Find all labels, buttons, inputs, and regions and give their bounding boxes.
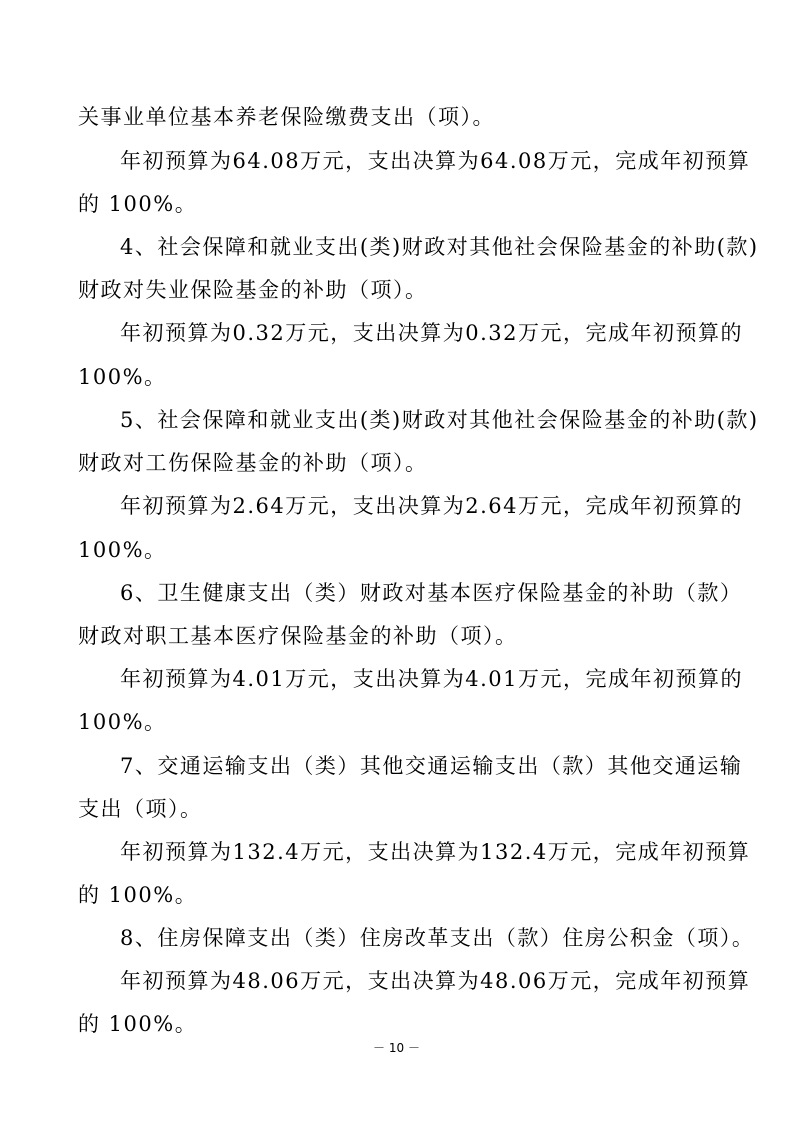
text-line: 7、交通运输支出（类）其他交通运输支出（款）其他交通运输 [120,754,743,778]
text-line: 100%。 [78,365,167,389]
text-line: 8、住房保障支出（类）住房改革支出（款）住房公积金（项）。 [120,926,755,950]
text-line: 关事业单位基本养老保险缴费支出（项）。 [78,105,495,129]
text-line: 6、卫生健康支出（类）财政对基本医疗保险基金的补助（款） [120,581,743,605]
text-line: 100%。 [78,538,167,562]
text-line: 年初预算为4.01万元，支出决算为4.01万元，完成年初预算的 [120,667,744,691]
text-line: 4、社会保障和就业支出(类)财政对其他社会保险基金的补助(款) [120,235,759,259]
text-line: 财政对失业保险基金的补助（项）。 [78,278,428,302]
text-line: 年初预算为0.32万元，支出决算为0.32万元，完成年初预算的 [120,321,744,345]
text-line: 支出（项）。 [78,797,203,821]
text-line: 的 100%。 [78,883,198,907]
text-line: 年初预算为48.06万元，支出决算为48.06万元，完成年初预算 [120,969,751,993]
text-line: 财政对职工基本医疗保险基金的补助（项）。 [78,624,518,648]
text-line: 年初预算为132.4万元，支出决算为132.4万元，完成年初预算 [120,840,751,864]
text-line: 的 100%。 [78,192,198,216]
text-line: 财政对工伤保险基金的补助（项）。 [78,451,428,475]
text-line: 年初预算为2.64万元，支出决算为2.64万元，完成年初预算的 [120,494,744,518]
text-line: 100%。 [78,710,167,734]
page-number: － 10 － [373,1041,420,1055]
text-line: 的 100%。 [78,1012,198,1036]
text-line: 年初预算为64.08万元，支出决算为64.08万元，完成年初预算 [120,149,751,173]
text-line: 5、社会保障和就业支出(类)财政对其他社会保险基金的补助(款) [120,408,759,432]
